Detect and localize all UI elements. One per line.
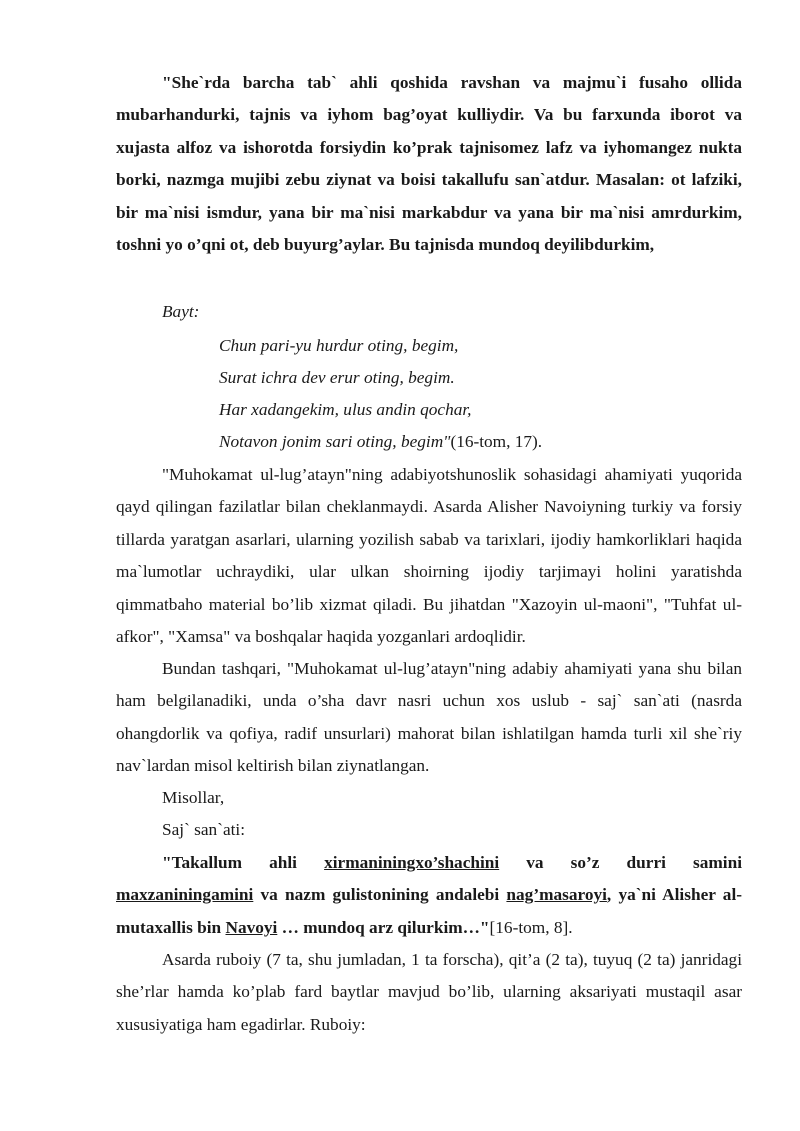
- paragraph-style: Bundan tashqari, "Muhokamat ul-lug’atayn"ning adabiy ahamiyati yana shu bilan ham belgilanadiki, unda o’sha davr nasri uchun xos uslub - saj` san`ati (nasrda ohangdorlik va qofiya, radif unsurlari) mahorat bilan ishlatilgan hamda turli xil she`riy nav`lardan misol keltirish bilan ziynatlangan.: [116, 659, 742, 776]
- verse-line-2: Surat ichra dev erur oting, begim.: [219, 368, 455, 387]
- saj-text-1: "Takallum ahli: [162, 853, 325, 872]
- verse-line-3: Har xadangekim, ulus andin qochar,: [219, 400, 472, 419]
- paragraph-significance: "Muhokamat ul-lug’atayn"ning adabiyotshunoslik sohasidagi ahamiyati yuqorida qayd qilingan fazilatlar bilan cheklanmaydi. Asarda Alisher Navoiyning turkiy va forsiy tillarda yaratgan asarlari, ularning yozilish sabab va tarixlari, ijodiy hamkorliklari haqida ma`lumotlar uchraydiki, ular ulkan shoirning ijodiy tarjimayi holini yaratishda qimmatbaho material bo’lib xizmat qiladi. Bu jihatdan "Xazoyin ul-maoni", "Tuhfat ul-afkor", "Xamsa" va boshqalar haqida yozganlari ardoqlidir.: [116, 465, 742, 647]
- saj-label: Saj` san`ati:: [162, 820, 246, 839]
- saj-text-5: … mundoq arz qilurkim…": [277, 917, 490, 937]
- verse-line-4: [219, 426, 542, 458]
- saj-reference: [16-tom, 8].: [489, 917, 573, 937]
- verse-reference: (16-tom, 17).: [450, 432, 543, 451]
- saj-text-2: va so’z durri samini: [499, 853, 742, 872]
- saj-underlined-1: xirmaniningxo’shachini: [324, 853, 500, 872]
- saj-underlined-2: maxzaniningamini: [116, 885, 254, 905]
- paragraph-saj-example: [116, 847, 742, 944]
- saj-underlined-3: nag’masaroyi: [506, 885, 607, 905]
- saj-text-3: va nazm gulistonining andalebi: [253, 885, 507, 905]
- verse-line-4-text: Notavon jonim sari oting, begim": [219, 432, 451, 451]
- paragraph-intro-quote: "She`rda barcha tab` ahli qoshida ravshan va majmu`i fusaho ollida mubarhandurki, tajnis va iyhom bag’oyat kulliydir. Va bu farxunda iborot va xujasta alfoz va ishorotda forsiydin ko’prak tajnisomez lafz va iyhomangez nukta borki, nazmga mujibi zebu ziynat va boisi takallufu san`atdur. Masalan: ot lafziki, bir ma`nisi ismdur, yana bir ma`nisi markabdur va yana bir ma`nisi amrdurkim, toshni yo o’qni ot, deb buyurg’aylar. Bu tajnisda mundoq deyilibdurkim,: [116, 73, 742, 255]
- paragraph-genres: Asarda ruboiy (7 ta, shu jumladan, 1 ta forscha), qit’a (2 ta), tuyuq (2 ta) janridagi she’rlar hamda ko’plab fard baytlar mavjud bo’lib, ularning aksariyati mustaqil asar xususiyatiga ham egadirlar. Ruboiy:: [116, 950, 742, 1034]
- saj-underlined-4: Navoyi: [225, 917, 278, 937]
- bayt-label: Bayt:: [162, 302, 200, 321]
- saj-text-4: , ya`ni Alisher al-mutaxallis bin: [116, 885, 743, 937]
- examples-label: Misollar,: [162, 788, 225, 807]
- verse-line-1: Chun pari-yu hurdur oting, begim,: [219, 336, 459, 355]
